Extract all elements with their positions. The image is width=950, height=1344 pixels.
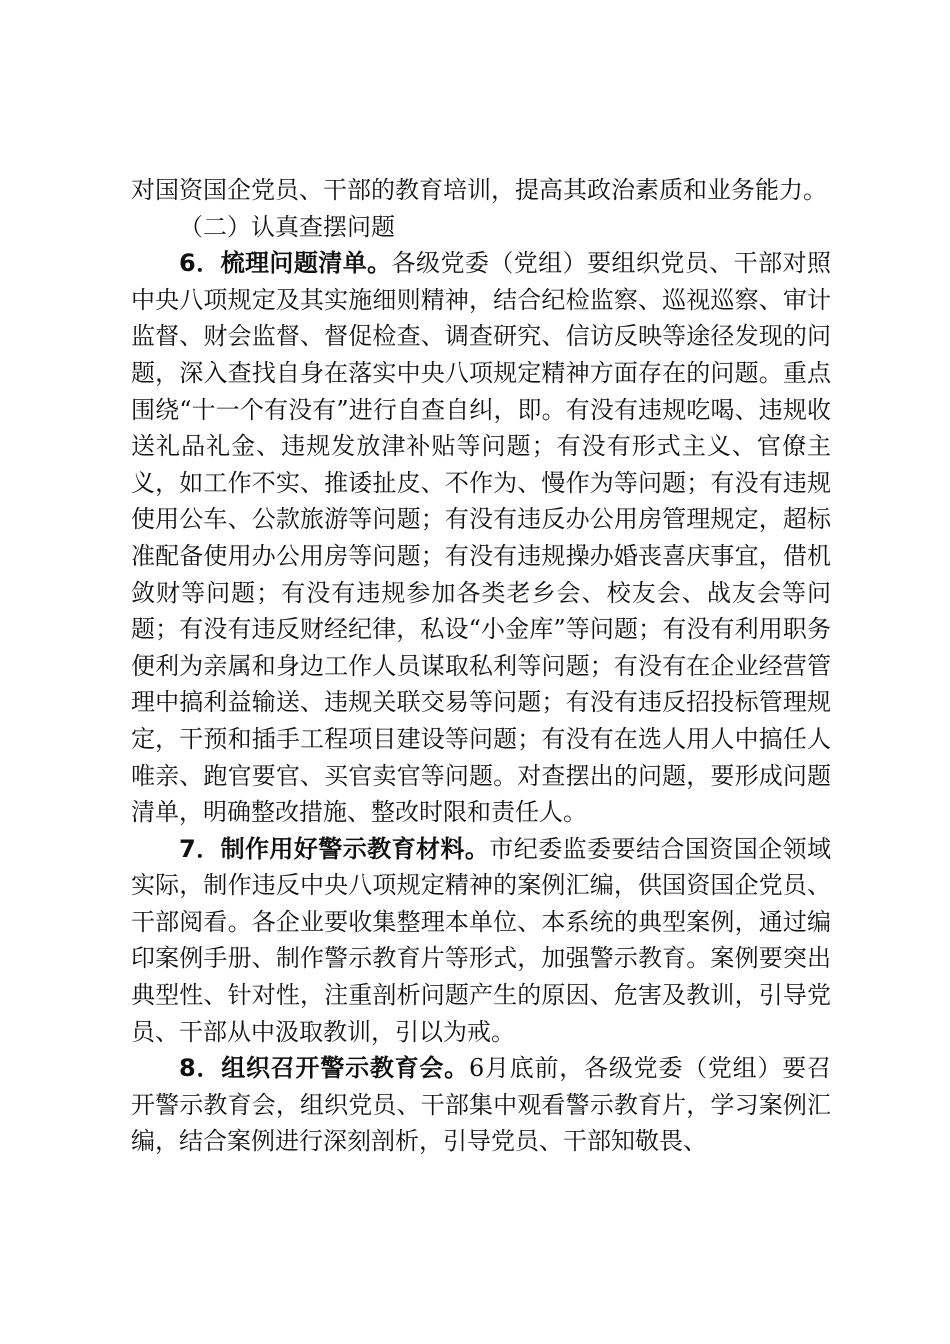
item-8-lead: 8．组织召开警示教育会。	[179, 1054, 469, 1083]
item-6-paragraph	[131, 245, 831, 831]
item-8-body: 6月底前，各级党委（党组）要召开警示教育会，组织党员、干部集中观看警示教育片，学习案例汇编，结合案例进行深刻剖析，引导党员、干部知敬畏、	[131, 1054, 831, 1156]
item-7-lead: 7．制作用好警示教育材料。	[179, 834, 490, 863]
continuation-paragraph: 对国资国企党员、干部的教育培训，提高其政治素质和业务能力。	[131, 176, 827, 204]
item-7-body: 市纪委监委要结合国资国企领域实际，制作违反中央八项规定精神的案例汇编，供国资国企党员、干部阅看。各企业要收集整理本单位、本系统的典型案例，通过编印案例手册、制作警示教育片等形式，加强警示教育。案例要突出典型性、针对性，注重剖析问题产生的原因、危害及教训，引导党员、干部从中汲取教训，引以为戒。	[131, 834, 832, 1046]
section-heading: （二）认真查摆问题	[179, 212, 395, 241]
document-page	[131, 172, 831, 1160]
item-6-lead: 6．梳理问题清单。	[179, 249, 392, 278]
item-7-paragraph	[131, 831, 831, 1051]
item-6-body: 各级党委（党组）要组织党员、干部对照中央八项规定及其实施细则精神，结合纪检监察、巡视巡察、审计监督、财会监督、督促检查、调查研究、信访反映等途径发现的问题，深入查找自身在落实中央八项规定精神方面存在的问题。重点围绕“十一个有没有”进行自查自纠，即。有没有违规吃喝、违规收送礼品礼金、违规发放津补贴等问题；有没有形式主义、官僚主义，如工作不实、推诿扯皮、不作为、慢作为等问题；有没有违规使用公车、公款旅游等问题；有没有违反办公用房管理规定，超标准配备使用办公用房等问题；有没有违规操办婚丧喜庆事宜，借机敛财等问题；有没有违规参加各类老乡会、校友会、战友会等问题；有没有违反财经纪律，私设“小金库”等问题；有没有利用职务便利为亲属和身边工作人员谋取私利等问题；有没有在企业经营管理中搞利益输送、违规关联交易等问题；有没有违反招投标管理规定，干预和插手工程项目建设等问题；有没有在选人用人中搞任人唯亲、跑官要官、买官卖官等问题。对查摆出的问题，要形成问题清单，明确整改措施、整改时限和责任人。	[131, 249, 831, 827]
item-8-paragraph	[131, 1050, 831, 1160]
